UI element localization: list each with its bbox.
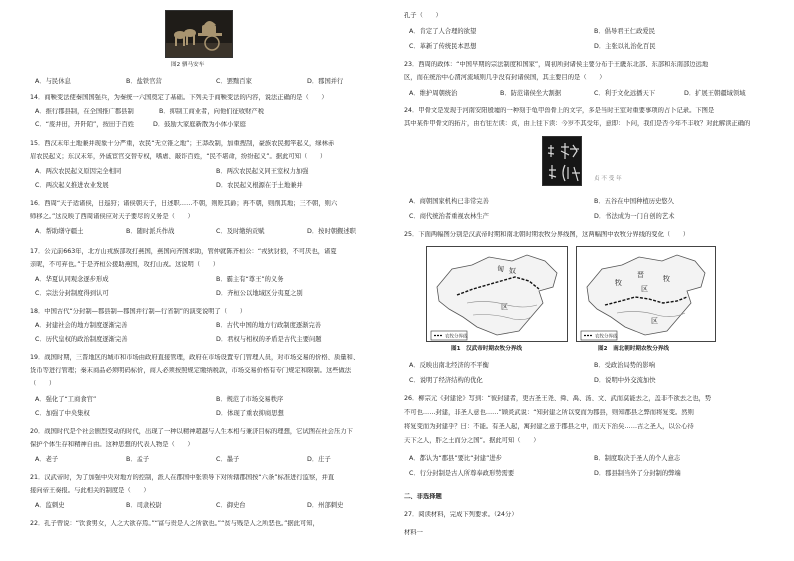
q15-stem-line1: 15．西汉末年土地兼并现象十分严重，农民“无立锥之地”；王莽改制，加重搜刮，豪族农民揭竿起义，绿林赤 — [30, 140, 335, 147]
oracle-bone-rubbing — [542, 136, 582, 186]
q14-options-ab[interactable]: A．推行郡县制，在全国推广郡县制 B．抑制工商业者，向他们征收财产税 — [35, 108, 265, 115]
q13-option-c[interactable]: C．罢黜百家 — [216, 78, 252, 85]
map2-legend: 农牧分界线 — [595, 334, 618, 340]
q23-option-c[interactable]: C．利于文化远播天下 — [594, 90, 656, 97]
q19-option-a[interactable]: A．强化了“工商食官” — [35, 396, 97, 403]
map-han-wudi — [426, 246, 568, 342]
q20-option-d[interactable]: D．庄子 — [307, 456, 331, 463]
q19-option-d[interactable]: D．体现了重农抑商思想 — [216, 410, 284, 417]
q24-stem-line2: 其中某件甲骨文的拓片，由右往左读：贞，由上往下读：今岁不其受年，意即：卜问，我们是否今年不丰收？对此解读正确的 — [404, 120, 751, 127]
q19-stem-line3: （ ） — [30, 380, 56, 387]
q26-option-b[interactable]: B．制度取决于圣人的个人意志 — [594, 455, 681, 462]
bronze-chariot-image — [166, 11, 233, 58]
q16-option-a[interactable]: A．帮助缮守疆土 — [35, 228, 84, 235]
q13-option-d[interactable]: D．郡国并行 — [307, 78, 344, 85]
q21-stem-line1: 21．汉武帝时，为了加强中央对地方的控制，派人在郡国中张领导下对所辖郡国按“六条”标准进行监察，并直 — [30, 474, 335, 481]
q23-option-d[interactable]: D．扩展王朝疆域领域 — [684, 90, 746, 97]
q18-option-d[interactable]: D．君权与相权的矛盾是古代主要问题 — [216, 336, 322, 343]
map1-svg — [427, 247, 568, 342]
oracle-glyphs-image — [543, 137, 582, 186]
map1-label-qu: 区 — [501, 303, 508, 311]
q24-option-b[interactable]: B．五谷在中国种植历史悠久 — [594, 198, 674, 205]
q16-stem-line2: 师移之。”这反映了西周诸侯应对天子要尽的义务是（ ） — [30, 213, 194, 220]
q17-stem-line2: 亲昵，不可弃也。”于是齐桓公援助燕国，攻打山戎。这说明（ ） — [30, 261, 220, 268]
q14-options-cd[interactable]: C．“废井田，开阡陌”，按田于百姓 D．鼓励大家庭新散为小体小家庭 — [35, 121, 246, 128]
q26-option-a[interactable]: A．都认为“郡县”要比“封建”进步 — [409, 455, 502, 462]
q22-stem-cont: 孔子（ ） — [404, 12, 442, 19]
fig2-caption: 图2 驷马安车 — [171, 62, 205, 68]
q20-option-c[interactable]: C．墨子 — [216, 456, 240, 463]
q22-stem: 22．孔子曾说：“饮食男女，人之大欲存焉。”“富与贵是人之所欲也。”“贫与贱是人之所恶也。”据此可知， — [30, 520, 319, 527]
chariot-photo — [165, 10, 233, 58]
q19-option-b[interactable]: B．规范了市场交易秩序 — [216, 396, 284, 403]
q24-option-c[interactable]: C．商代统治者重视农林生产 — [409, 213, 489, 220]
q20-option-b[interactable]: B．孟子 — [126, 456, 150, 463]
map1-caption: 图1 汉武帝时期农牧分界线 — [451, 346, 523, 352]
map2-label-qu2: 区 — [651, 317, 658, 325]
q23-option-a[interactable]: A．维护周朝统治 — [409, 90, 458, 97]
q15-option-c[interactable]: C．两次起义推进农业发展 — [35, 182, 109, 189]
q14-stem: 14．商鞅变法使秦国国强兵，为秦统一六国奠定了基础。下列关于商鞅变法的内容，说法正确的是（ ） — [30, 94, 328, 101]
q16-option-d[interactable]: D．按时朝觐述职 — [307, 228, 356, 235]
q24-stem-line1: 24．甲骨文是发现于河南安阳殷墟的一种刻于龟甲兽骨上的文字，多是当时王室对重要事项的占卜记录。下图是 — [404, 107, 715, 114]
q26-stem-line2: 不可也……封建，非圣人意也……”顾炎武说：“知封建之所以变而为郡县，则知郡县之弊而将复变。然则 — [404, 409, 694, 416]
q22-option-a[interactable]: A．肯定了人合理的欲望 — [409, 28, 477, 35]
q18-stem: 18．中国古代“分封制—郡县制—郡国并行制—行省制”的演变说明了（ ） — [30, 308, 247, 315]
q22-option-c[interactable]: C．革新了传统民本思想 — [409, 43, 477, 50]
map1-label-xiong: 匈 — [497, 265, 504, 273]
q19-stem-line1: 19．战国时期，三晋地区的城市和市场由政府直接管理，政府在市场设置专门管理人员，对市场交易的价格、质量和、 — [30, 354, 360, 361]
q21-option-a[interactable]: A．监刺史 — [35, 502, 65, 509]
q15-option-a[interactable]: A．两次农民起义原因完全相同 — [35, 168, 122, 175]
map2-label-jin: 晋 — [637, 271, 644, 279]
map-southern-northern — [576, 246, 716, 342]
section2-title: 二、非选择题 — [404, 493, 442, 500]
q13-option-b[interactable]: B．盐铁官营 — [126, 78, 162, 85]
q25-option-b[interactable]: B．受政治局势的影响 — [594, 362, 655, 369]
map2-svg — [577, 247, 716, 342]
q15-option-d[interactable]: D．农民起义根源在于土地兼并 — [216, 182, 303, 189]
q24-option-a[interactable]: A．商朝国家机构已非常完善 — [409, 198, 489, 205]
q25-option-d[interactable]: D．说明中外交流加快 — [594, 377, 656, 384]
q26-stem-line1: 26．柳宗元《封建论》写到：“彼封建者，更古圣王尧、舜、禹、汤、文、武而莫能去之，盖非不欲去之也，势 — [404, 395, 712, 402]
q25-option-a[interactable]: A．反映出南北经济的不平衡 — [409, 362, 489, 369]
q25-stem: 25．下面两幅图分别是汉武帝时期和南北朝时期农牧分界线图，这两幅图中农牧分界线的变化（ ） — [404, 231, 690, 238]
q26-option-d[interactable]: D．郡县制当外了分封制的弊端 — [594, 470, 681, 477]
q16-option-b[interactable]: B．随时派兵作战 — [126, 228, 175, 235]
q16-option-c[interactable]: C．及时缴纳贡赋 — [216, 228, 265, 235]
q17-stem-line1: 17．公元前663年，北方山戎族部攻打燕国，燕国向齐国求助，管仲就陈齐桓公：“戎狄豺狼，不可厌也，诸夏 — [30, 248, 337, 255]
map2-label-mu2: 牧 — [663, 275, 670, 283]
q19-stem-line2: 货币等进行管理；秦末商品必须明码标价，商人必须按照规定缴纳税款，市场交易价格有专门规定和限制。这些做法 — [30, 367, 352, 374]
map1-label-nu: 奴 — [509, 267, 516, 275]
q21-option-c[interactable]: C．御史台 — [216, 502, 246, 509]
q27-stem: 27．阅读材料，完成下列要求。（24分） — [404, 511, 518, 518]
q23-stem-line2: 区，而在统治中心渭河流域则几乎没有封诸侯国，其主要目的是（ ） — [404, 74, 606, 81]
q16-stem-line1: 16．西周“天子适诸侯，日巡狩；诸侯朝天子，日述职……不朝，则贬其爵；再不朝，则削其地；三不朝，则六 — [30, 200, 338, 207]
q21-option-d[interactable]: D．州部刺史 — [307, 502, 344, 509]
map2-caption: 图2 南北朝时期农牧分界线 — [598, 346, 670, 352]
q17-option-a[interactable]: A．华夏认同观念逐步形成 — [35, 276, 109, 283]
q18-option-c[interactable]: C．历代皇权的政治制度逐渐完善 — [35, 336, 128, 343]
q20-stem-line1: 20．战国时代是个社会剧烈变动的时代，出现了一种以精神超越与人生本相与兼济目标的理想，它试图在社会压力下 — [30, 428, 353, 435]
q17-option-b[interactable]: B．霸主有“尊王”的义务 — [216, 276, 284, 283]
map1-legend: 农牧分界线 — [445, 334, 468, 340]
map2-label-qu1: 区 — [641, 285, 648, 293]
q23-stem-line1: 23．西周的政体：“中国早期的宗法制度和国家”，周初所封诸侯主要分布于王畿东北部、东部和东南部边远地 — [404, 61, 709, 68]
q22-option-d[interactable]: D．主张以礼治化百民 — [594, 43, 656, 50]
q25-option-c[interactable]: C．说明了经济结构的优化 — [409, 377, 483, 384]
q23-option-b[interactable]: B．防范诸侯坐大割据 — [500, 90, 561, 97]
q26-stem-line4: 天下之人，胙之土而分之国”。据此可知（ ） — [404, 437, 540, 444]
q21-stem-line2: 接向帝王奏报。与此相关的制度是（ ） — [30, 487, 150, 494]
q21-option-b[interactable]: B．司隶校尉 — [126, 502, 162, 509]
map2-label-mu1: 牧 — [615, 279, 622, 287]
material1-label: 材料一 — [404, 529, 423, 536]
q18-option-b[interactable]: B．古代中国的地方行政制度逐渐完善 — [216, 322, 322, 329]
q13-option-a[interactable]: A．与民休息 — [35, 78, 71, 85]
q26-option-c[interactable]: C．行分封制是古人所尊奉政形势需要 — [409, 470, 515, 477]
q26-stem-line3: 将复变而为封建乎？曰：不能。有圣人起，寓封建之意于郡县之中，而天下治矣……古之圣人，以公心待 — [404, 423, 694, 430]
q15-option-b[interactable]: B．两次农民起义同王室权力加强 — [216, 168, 309, 175]
oracle-glyphs-reading: 贞 不 受 年 — [594, 176, 622, 182]
q22-option-b[interactable]: B．倡导君王仁政爱民 — [594, 28, 655, 35]
q20-option-a[interactable]: A．老子 — [35, 456, 59, 463]
q24-option-d[interactable]: D．书法成为一门自创的艺术 — [594, 213, 675, 220]
q19-option-c[interactable]: C．加强了中央集权 — [35, 410, 90, 417]
q20-stem-line2: 保护个体生存和精神自由。这种思想的代表人物是（ ） — [30, 441, 194, 448]
q18-option-a[interactable]: A．封建社会的地方制度逐渐完善 — [35, 322, 128, 329]
q15-stem-line2: 眉农民起义；东汉末年，外戚宦官交替专权，嗜虐、敲诈百姓，“民不堪命，纷纷起义”。据此可知（ ） — [30, 153, 327, 160]
q17-option-d[interactable]: D．齐桓公以地域区分夷夏之别 — [216, 290, 303, 297]
q17-option-c[interactable]: C．宗法分封制度得到认可 — [35, 290, 109, 297]
